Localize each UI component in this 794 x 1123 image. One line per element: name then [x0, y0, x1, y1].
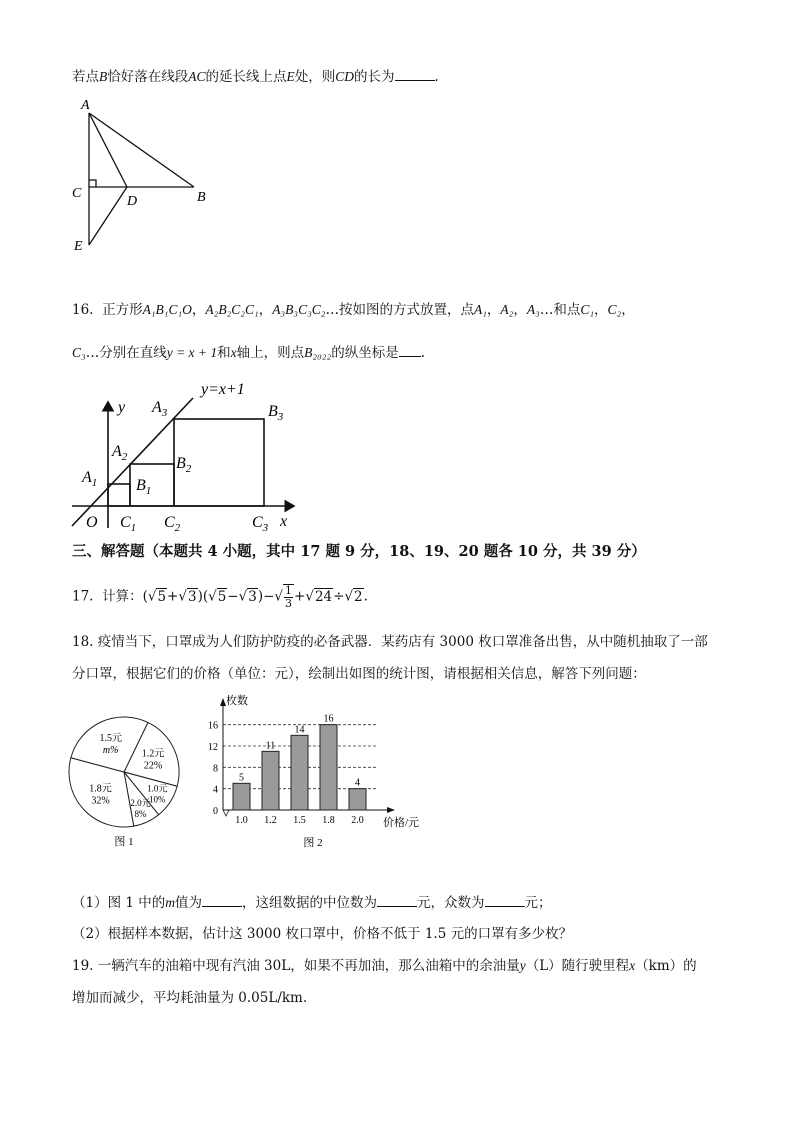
answer-blank: [485, 892, 525, 907]
answer-blank: [202, 892, 242, 907]
pie-chart: [66, 712, 186, 852]
pie-slice-label: 2.0元: [130, 798, 151, 809]
x-tick-label: 2.0: [351, 815, 364, 826]
q19-line-1: 19. 一辆汽车的油箱中现有汽油 30L，如果不再加油，那么油箱中的余油量y（L）随行驶里程x（km）的: [72, 958, 697, 974]
bar-value-label: 5: [239, 772, 244, 784]
q18-line-2: 分口罩，根据它们的价格（单位：元），绘制出如图的统计图，请根据相关信息，解答下列问题：: [72, 666, 646, 682]
y-tick-label: 16: [208, 720, 218, 732]
label-e: E: [74, 239, 83, 254]
q15-triangle-figure: [60, 90, 230, 260]
label-a: A: [81, 98, 90, 113]
pie-caption: 图 1: [114, 836, 134, 848]
y-tick-label: 0: [213, 806, 218, 817]
label-b2: $B_2$: [176, 455, 192, 475]
bar-value-label: 11: [265, 740, 276, 752]
y-tick-label: 4: [213, 784, 218, 796]
answer-blank: [399, 342, 421, 357]
pie-slice-value: 22%: [143, 760, 163, 772]
label-c2: $C_2$: [164, 514, 181, 534]
bar: [349, 789, 366, 810]
bar-value-label: 4: [355, 777, 360, 789]
y-axis-label: y: [118, 399, 126, 416]
q16-line-2: C₃…分别在直线y = x + 1和x轴上，则点B₂₀₂₂的纵坐标是 .: [72, 342, 425, 363]
q16-line-1: 16. 正方形A₁B₁C₁O，A₂B₂C₂C₁，A₃B₃C₃C₂…按如图的方式放置，点A₁，A₂，A₃…和点C₁，C₂，: [72, 302, 635, 318]
x-tick-label: 1.8: [322, 815, 335, 826]
label-a2: $A_2$: [112, 443, 128, 463]
pie-slice-label: 1.5元: [99, 732, 122, 744]
y-axis-title: 枚数: [226, 695, 248, 707]
label-a3: $A_3$: [152, 399, 168, 419]
pie-slice-value: 10%: [148, 794, 166, 805]
label-a1: $A_1$: [82, 469, 98, 489]
x-axis-arrow: [387, 807, 395, 813]
x-axis-label: x: [280, 513, 288, 530]
origin-label: O: [86, 514, 98, 531]
x-tick-label: 1.2: [264, 815, 277, 826]
line-label: y=x+1: [201, 381, 245, 398]
answer-blank: [395, 66, 435, 81]
label-b1: $B_1$: [136, 477, 152, 497]
y-tick-label: 12: [208, 742, 218, 753]
bar-value-label: 14: [294, 724, 305, 736]
label-b: B: [197, 190, 206, 205]
q15-question-line: 若点B恰好落在线段AC的延长线上点E处，则CD的长为 .: [72, 66, 439, 87]
bar-chart: [195, 692, 445, 854]
bar-caption: 图 2: [303, 837, 323, 849]
pie-slice-value: 32%: [91, 795, 110, 807]
y-tick-label: 8: [213, 763, 218, 775]
bar: [320, 725, 337, 810]
label-b3: $B_3$: [268, 403, 284, 423]
q17-expression: 17. 计算：(√5+√3)(√5−√3)−√ $\frac{1}{3}$ +√24÷√2.: [72, 584, 368, 610]
answer-blank: [377, 892, 417, 907]
q18-sub1: （1）图 1 中的m值为 ，这组数据的中位数为 元，众数为 元；: [72, 892, 552, 913]
bar-value-label: 16: [323, 713, 334, 725]
bar: [262, 751, 279, 810]
axis-break: [223, 810, 229, 816]
x-tick-label: 1.5: [293, 815, 306, 826]
q16-squares-figure: [62, 372, 312, 538]
q18-sub2: （2）根据样本数据，估计这 3000 枚口罩中，价格不低于 1.5 元的口罩有多少枚？: [72, 926, 573, 942]
bar: [233, 783, 250, 810]
pie-slice-value: 8%: [134, 809, 147, 820]
pie-slice-label: 1.2元: [141, 748, 165, 760]
label-c: C: [72, 186, 82, 201]
q19-line-2: 增加而减少，平均耗油量为 0.05L/km.: [72, 990, 308, 1006]
label-c3: $C_3$: [252, 514, 269, 534]
bar: [291, 735, 308, 810]
pie-slice-value: m%: [102, 744, 119, 756]
q18-line-1: 18. 疫情当下，口罩成为人们防护防疫的必备武器．某药店有 3000 枚口罩准备出售，从中随机抽取了一部: [72, 634, 708, 650]
x-axis-title: 价格/元: [383, 817, 420, 829]
label-d: D: [127, 194, 138, 209]
label-c1: $C_1$: [120, 514, 137, 534]
pie-slice-label: 1.8元: [89, 783, 112, 795]
pie-slice-label: 1.0元: [147, 783, 168, 794]
section-heading: 三、解答题（本题共 4 小题，其中 17 题 9 分，18、19、20 题各 10 分，共 39 分）: [72, 543, 646, 560]
x-tick-label: 1.0: [235, 815, 248, 826]
